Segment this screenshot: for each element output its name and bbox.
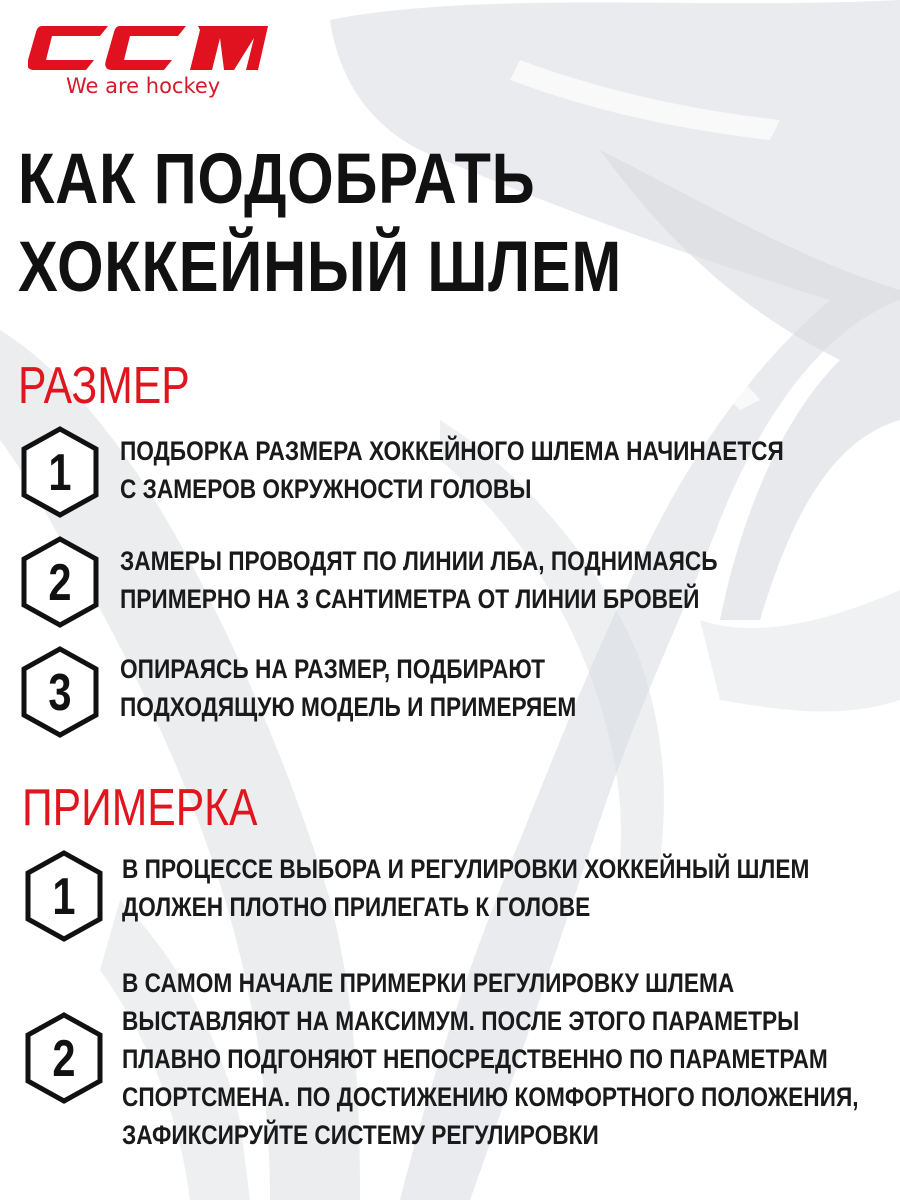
hexagon-icon (24, 850, 104, 942)
step-text-line: ЗАФИКСИРУЙТЕ СИСТЕМУ РЕГУЛИРОВКИ (122, 1120, 599, 1150)
step-number: 2 (52, 1028, 76, 1088)
step-text-line: ПОДХОДЯЩУЮ МОДЕЛЬ И ПРИМЕРЯЕМ (120, 692, 577, 722)
step-number-badge (24, 850, 104, 942)
size-step-3 (0, 632, 900, 742)
step-text (120, 650, 576, 726)
ccm-wordmark-icon (28, 26, 268, 70)
step-text-line: В ПРОЦЕССЕ ВЫБОРА И РЕГУЛИРОВКИ ХОККЕЙНЫЙ ШЛЕМ (122, 854, 810, 884)
hexagon-icon (20, 536, 100, 628)
step-text-line: ПЛАВНО ПОДГОНЯЮТ НЕПОСРЕДСТВЕННО ПО ПАРАМЕТРАМ (122, 1044, 828, 1074)
step-number-badge (20, 426, 100, 518)
step-number-badge (24, 1012, 104, 1104)
step-number: 2 (48, 552, 72, 612)
ccm-logo-mark (28, 26, 268, 70)
step-text-line: ВЫСТАВЛЯЮТ НА МАКСИМУМ. ПОСЛЕ ЭТОГО ПАРАМЕТРЫ (122, 1006, 800, 1036)
step-number: 1 (48, 442, 72, 502)
step-text-line: ПРИМЕРНО НА 3 САНТИМЕТРА ОТ ЛИНИИ БРОВЕЙ (120, 584, 700, 614)
step-number-badge (20, 646, 100, 738)
step-text-line: ЗАМЕРЫ ПРОВОДЯТ ПО ЛИНИИ ЛБА, ПОДНИМАЯСЬ (120, 546, 718, 576)
section-heading-size: РАЗМЕР (18, 357, 190, 415)
step-text-line: ОПИРАЯСЬ НА РАЗМЕР, ПОДБИРАЮТ (120, 654, 546, 684)
step-number: 1 (52, 866, 76, 926)
step-text-line: ДОЛЖЕН ПЛОТНО ПРИЛЕГАТЬ К ГОЛОВЕ (122, 892, 591, 922)
hexagon-icon (20, 646, 100, 738)
page-title-line-1: КАК ПОДОБРАТЬ (18, 140, 536, 219)
step-number-badge (20, 536, 100, 628)
hexagon-icon (20, 426, 100, 518)
step-text-line: С ЗАМЕРОВ ОКРУЖНОСТИ ГОЛОВЫ (120, 474, 532, 504)
section-heading-fitting: ПРИМЕРКА (22, 779, 258, 837)
step-text (122, 850, 809, 926)
step-text (120, 542, 718, 618)
step-text-line: ПОДБОРКА РАЗМЕРА ХОККЕЙНОГО ШЛЕМА НАЧИНАЕТСЯ (120, 436, 784, 466)
page-title (18, 136, 622, 312)
step-text (122, 964, 859, 1154)
hexagon-icon (24, 1012, 104, 1104)
step-number: 3 (48, 662, 72, 722)
ccm-logo (28, 26, 273, 98)
fitting-step-2 (0, 960, 900, 1160)
size-step-2 (0, 522, 900, 632)
page-title-line-2: ХОККЕЙНЫЙ ШЛЕМ (18, 228, 622, 307)
size-step-1 (0, 412, 900, 522)
fitting-step-1 (0, 836, 900, 946)
step-text-line: В САМОМ НАЧАЛЕ ПРИМЕРКИ РЕГУЛИРОВКУ ШЛЕМА (122, 968, 735, 998)
step-text (120, 432, 784, 508)
step-text-line: СПОРТСМЕНА. ПО ДОСТИЖЕНИЮ КОМФОРТНОГО ПОЛОЖЕНИЯ, (122, 1082, 859, 1112)
brand-tagline: We are hockey (66, 74, 221, 98)
